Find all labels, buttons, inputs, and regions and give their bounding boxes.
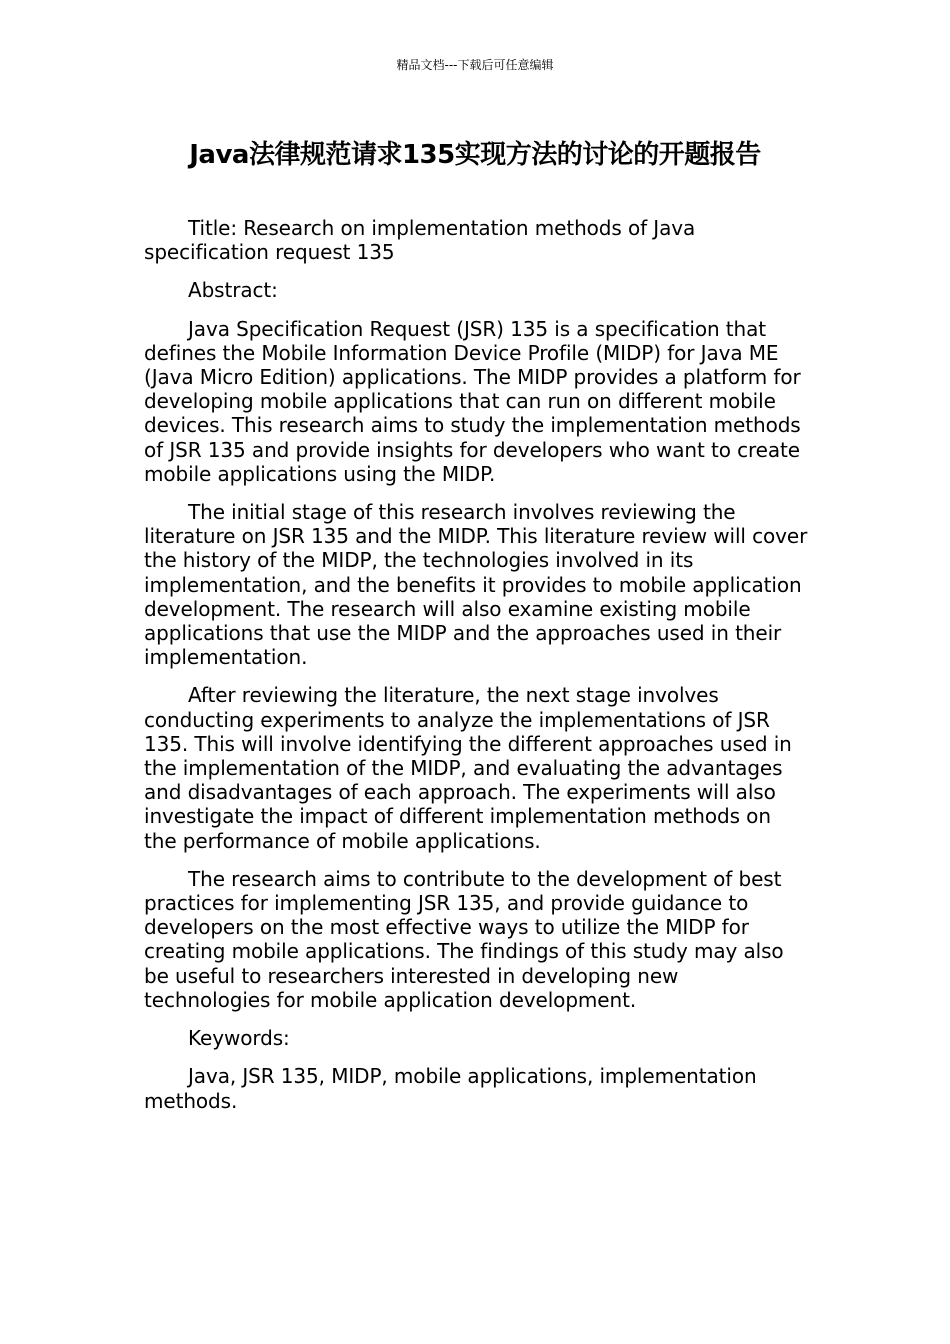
abstract-paragraph-4: The research aims to contribute to the development of best practices for implementing JSR 135, and provide guidance to developers on the most effective ways to utilize the MIDP for creating mobile applications. The findings of this study may also be useful to researchers interested in developing new technologies for mobile application development.: [144, 866, 784, 1012]
title-line-paragraph: Title: Research on implementation methods of Java specification request 135: [144, 216, 696, 265]
abstract-paragraph-2: The initial stage of this research involves reviewing the literature on JSR 135 and the MIDP. This literature review will cover the history of the MIDP, the technologies involved in its implementation, and the benefits it provides to mobile application development. The research will also examine existing mobile applications that use the MIDP and the approaches used in their implementation.: [144, 500, 808, 670]
document-title: Java法律规范请求135实现方法的讨论的开题报告: [189, 140, 761, 170]
header-note: 精品文档---下载后可任意编辑: [396, 58, 554, 72]
keywords-list: Java, JSR 135, MIDP, mobile applications, implementation methods.: [144, 1064, 757, 1113]
keywords-heading: Keywords:: [188, 1026, 290, 1051]
abstract-paragraph-1: Java Specification Request (JSR) 135 is a specification that defines the Mobile Information Device Profile (MIDP) for Java ME (Java Micro Edition) applications. The MIDP provides a platform for developing mobile applications that can run on different mobile devices. This research aims to study the implementation methods of JSR 135 and provide insights for developers who want to create mobile applications using the MIDP.: [144, 316, 801, 486]
abstract-heading: Abstract:: [188, 278, 278, 303]
abstract-paragraph-3: After reviewing the literature, the next stage involves conducting experiments to analyze the implementations of JSR 135. This will involve identifying the different approaches used in the implementation of the MIDP, and evaluating the advantages and disadvantages of each approach. The experiments will also investigate the impact of different implementation methods on the performance of mobile applications.: [144, 683, 792, 853]
document-body: [144, 216, 808, 1127]
